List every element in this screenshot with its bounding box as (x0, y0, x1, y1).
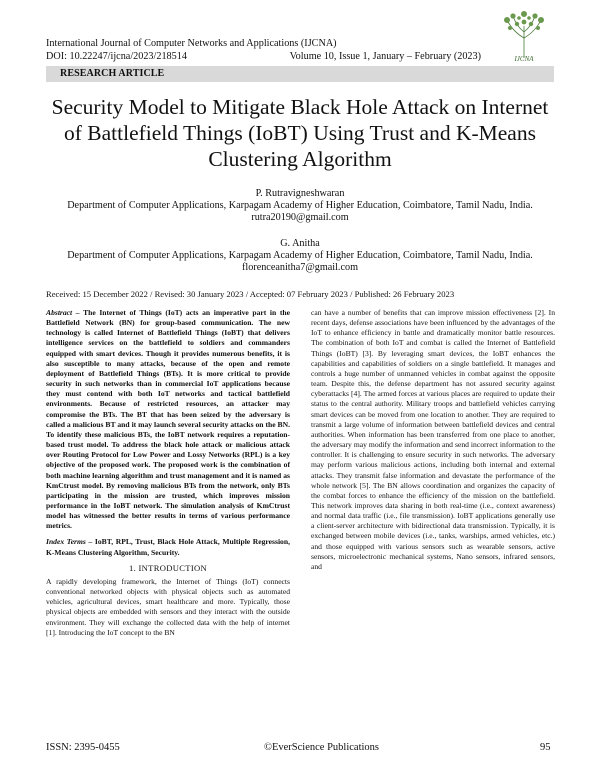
publication-dates: Received: 15 December 2022 / Revised: 30 January 2023 / Accepted: 07 February 2023 / Published: 26 February 2023 (46, 289, 455, 299)
author-affiliation: Department of Computer Applications, Karpagam Academy of Higher Education, Coimbatore, Tamil Nadu, India. (67, 249, 533, 261)
index-terms-text: IoBT, RPL, Trust, Black Hole Attack, Multiple Regression, K-Means Clustering Algorithm, Security. (46, 537, 290, 557)
section-heading: 1. INTRODUCTION (128, 562, 208, 573)
right-column (311, 308, 555, 572)
intro-continued: can have a number of benefits that can improve mission effectiveness [2]. In recent days, defense associations have been influenced by the advantages of the IoT to enhance efficiency in battle and dramatically monitor battle resources. The combination of both IoT and combat is called the Internet of Battlefield Things (IoBT) [3]. By leveraging smart devices, the IoBT enhances the capabilities and capabilities of soldiers on a single battlefield. It manages and controls a huge number of unmanned vehicles in combat against the opposite team. Despite this, the defense department has not assured security against cyberattacks [4]. The armed forces at various places are required to update their status to the central authority. Military troops and battlefield vehicles carrying smart devices can be moved from one location to another. They are required to transmit a large volume of information between battlefield devices and central authorities. When information has been transferred from one place to another, the adversary may modify the information and send incorrect information to the controller. It is challenging to ensure security in such networks. The adversary may perform various malicious actions, including both internal and external attacks. They transmit false information and devastate the performance of the whole network [5]. The BN allows coordination and organizes the capacity of the combat forces to enhance the efficiency of the mission on the battlefield. This network improves data sharing in both real-time (i.e., context awareness) and normal data traffic (i.e., file transmission). IoBT applications generally use a client-server architecture with bidirectional data transmission. Typically, it is exchanged between mobile devices (i.e., tanks, warships, armed vehicles, etc.) and those equipped with various sensors such as wearable sensors, active sensors, microelectronic mechanical systems, Nano sensors, infrared sensors, and (311, 308, 555, 571)
journal-name: International Journal of Computer Networks and Applications (IJCNA) (46, 38, 337, 49)
author-name: P. Rutravigneshwaran (255, 188, 345, 199)
index-terms (46, 537, 290, 557)
article-type-banner: RESEARCH ARTICLE (46, 66, 554, 82)
footer-publisher: ©EverScience Publications (264, 742, 379, 753)
intro-paragraph: A rapidly developing framework, the Internet of Things (IoT) connects conventional networked objects with physical objects such as automated vehicles, agricultural devices, smart healthcare and more. Typically, those physical objects are embedded with sensors and they interact with the outside environment. They will exchange the collected data with the help of internet [1]. Introducing the IoT concept to the BN (46, 576, 290, 637)
doi: DOI: 10.22247/ijcna/2023/218514 (46, 50, 187, 62)
author-name: G. Anitha (280, 238, 320, 249)
footer-issn: ISSN: 2395-0455 (46, 742, 120, 753)
page-number: 95 (540, 742, 551, 753)
author-affiliation: Department of Computer Applications, Karpagam Academy of Higher Education, Coimbatore, Tamil Nadu, India. (67, 199, 533, 211)
index-terms-label: Index Terms – (46, 537, 93, 547)
author-block (30, 188, 570, 223)
logo-text: IJCNA (514, 55, 534, 63)
journal-header (46, 38, 486, 63)
paper-title: Security Model to Mitigate Black Hole Attack on Internet of Battlefield Things (IoBT) Using Trust and K-Means Clustering Algorithm (51, 95, 549, 171)
abstract (46, 308, 290, 531)
author-email: rutra20190@gmail.com (251, 211, 349, 223)
author-email: florenceanitha7@gmail.com (241, 261, 359, 273)
volume-info: Volume 10, Issue 1, January – February (2023) (289, 50, 481, 62)
left-column (46, 308, 290, 638)
journal-logo (495, 8, 553, 68)
author-block (30, 238, 570, 273)
abstract-label: Abstract – (46, 308, 80, 317)
abstract-text: The Internet of Things (IoT) acts an imperative part in the Battlefield Network (BN) for group-based communication. The new technology is called Internet of Battlefield Things (IoBT) that delivers intelligence services on the battlefield to soldiers and commanders equipped with smart devices. Though it provides numerous benefits, it is also susceptible to many attacks, because of the open and remote deployment of Battlefield Things (BTs). It is more critical to provide security in such networks than in commercial IoT applications because they must contend with both IoT networks and tactical battlefield environments. Because of restricted resources, an attacker may compromise the BTs. The BT that has been seized by the adversary is called a malicious BT and it may launch several security attacks on the BN. To identify these malicious BTs, the IoBT network requires a reputation-based trust model. To address the black hole attack or malicious attack over Routing Protocol for Low Power and Lossy Networks (RPL) is a key objective of the proposed work. The proposed work is the combination of both machine learning algorithm and trust management and it is named as KmCtrust model. By removing malicious BTs from the network, only BTs participating in the mission are trusted, which improves mission performance in the IoBT network. The simulation analysis of KmCtrust model has witnessed the better results in terms of various performance metrics. (46, 308, 290, 531)
